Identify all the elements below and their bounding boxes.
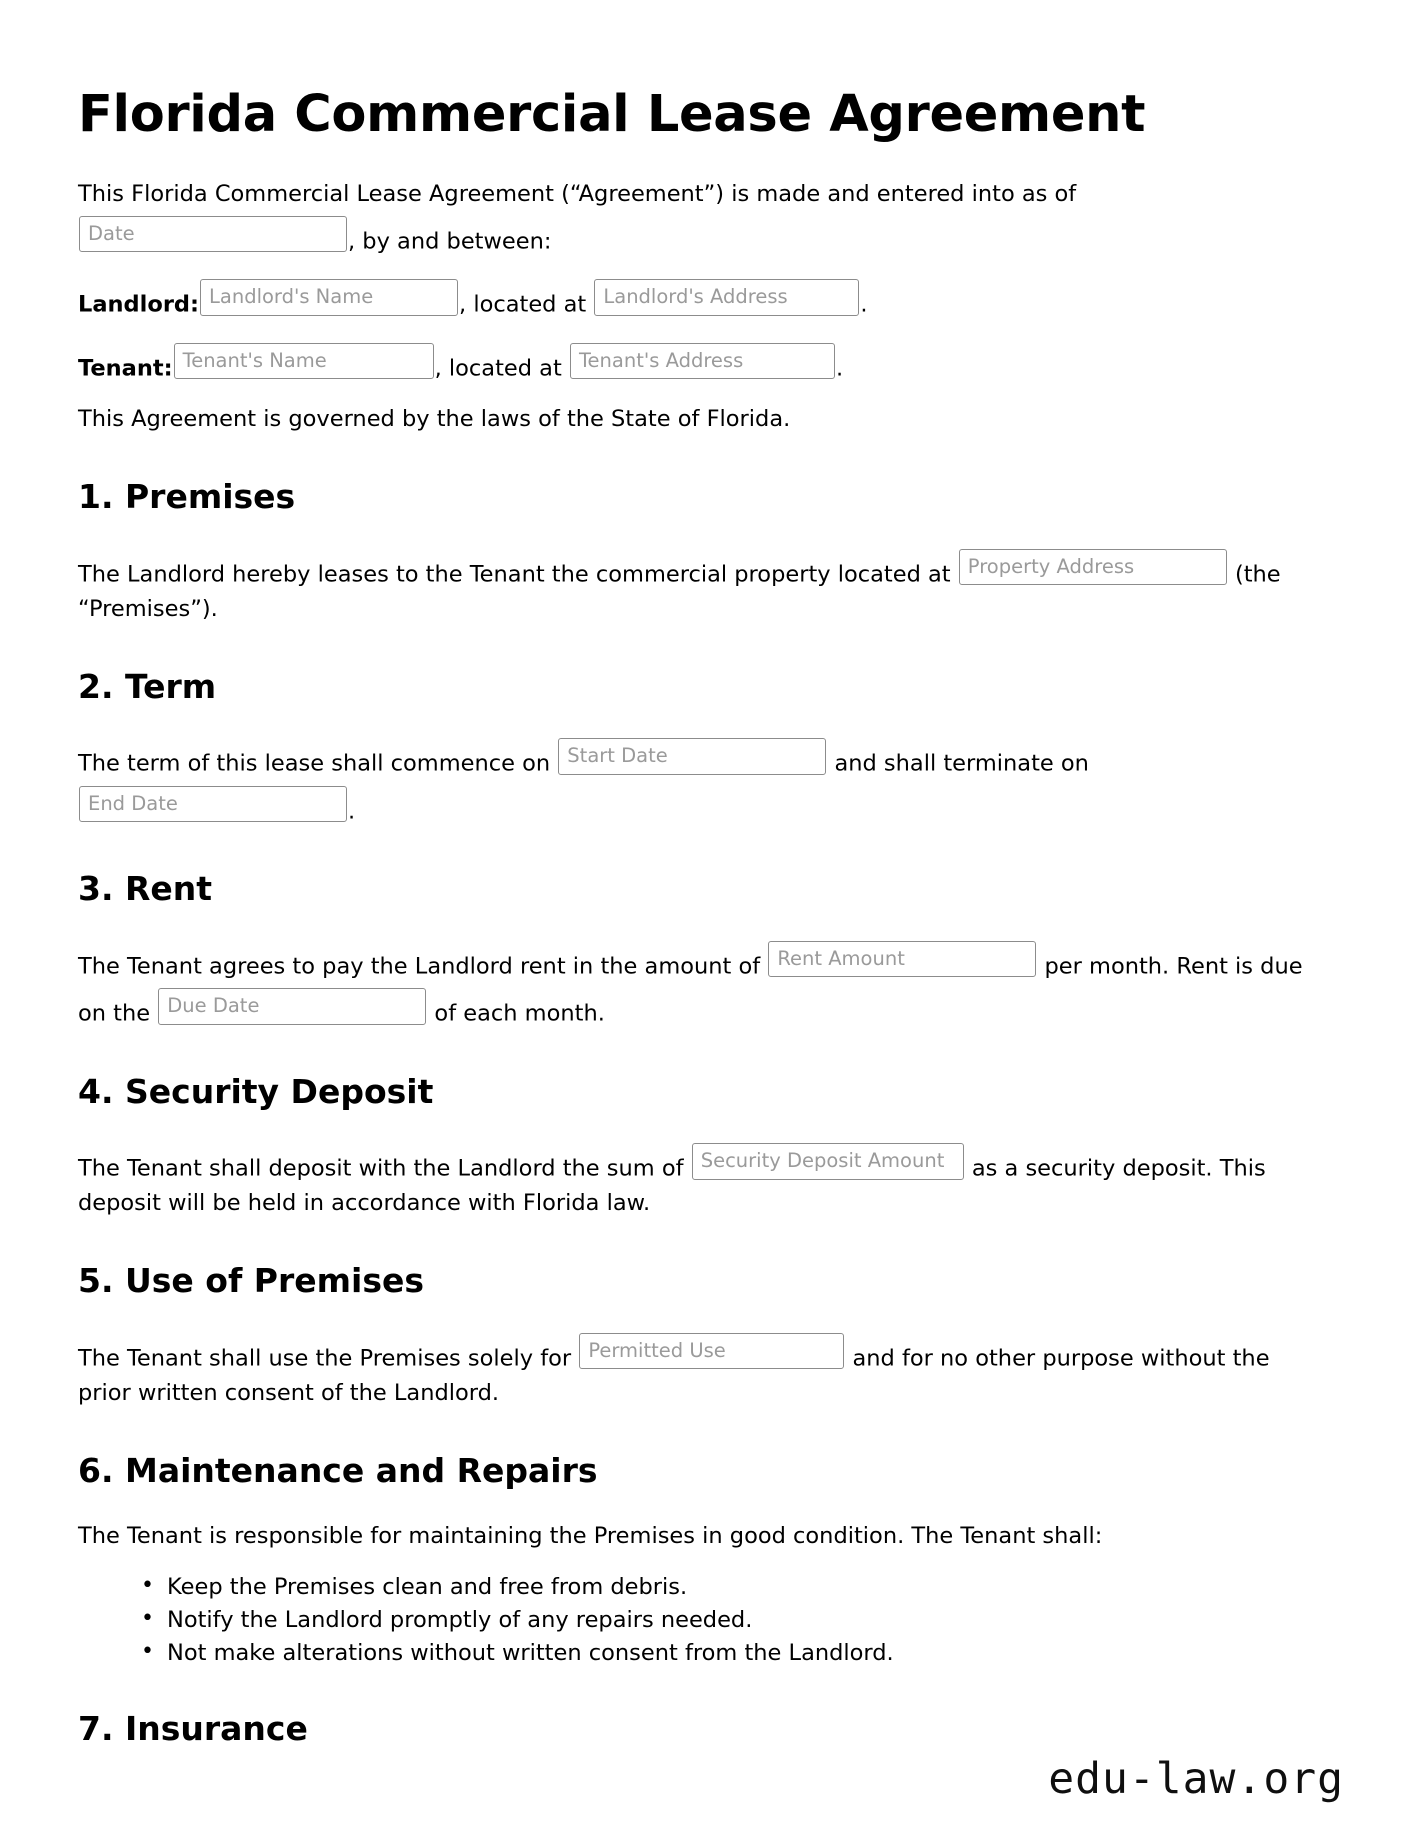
security-deposit-text-before: The Tenant shall deposit with the Landlord the sum of xyxy=(78,1155,684,1182)
intro-text-after: , by and between: xyxy=(348,228,552,255)
landlord-name-input[interactable]: Landlord's Name xyxy=(200,279,458,316)
rent-amount-input[interactable]: Rent Amount xyxy=(768,941,1036,978)
premises-paragraph xyxy=(78,545,1323,627)
maintenance-intro-paragraph: The Tenant is responsible for maintaining the Premises in good condition. The Tenant shall: xyxy=(78,1522,1103,1549)
due-date-input[interactable]: Due Date xyxy=(158,988,426,1025)
rent-text-middle: per month. Rent is due on the xyxy=(78,953,1303,1027)
end-date-input[interactable]: End Date xyxy=(79,786,347,823)
term-text-middle: and shall terminate on xyxy=(834,750,1089,777)
security-deposit-amount-input[interactable]: Security Deposit Amount xyxy=(692,1143,964,1180)
rent-paragraph xyxy=(78,937,1323,1032)
landlord-period: . xyxy=(860,291,868,318)
intro-paragraph xyxy=(78,177,1323,259)
rent-text-before: The Tenant agrees to pay the Landlord rent in the amount of xyxy=(78,953,761,980)
security-deposit-paragraph xyxy=(78,1139,1323,1221)
landlord-located-at-text: , located at xyxy=(459,291,587,318)
tenant-located-at-text: , located at xyxy=(434,355,562,382)
tenant-line xyxy=(78,339,1323,386)
list-item: • Not make alterations without written consent from the Landlord. xyxy=(141,1638,1338,1669)
use-of-premises-paragraph xyxy=(78,1329,1323,1411)
section-heading-use-of-premises: 5. Use of Premises xyxy=(78,1261,425,1301)
section-heading-maintenance: 6. Maintenance and Repairs xyxy=(78,1451,598,1491)
maintenance-bullet-list xyxy=(78,1572,1338,1669)
rent-text-after: of each month. xyxy=(434,1000,605,1027)
premises-text-before: The Landlord hereby leases to the Tenant the commercial property located at xyxy=(78,561,951,588)
date-input[interactable]: Date xyxy=(79,216,347,253)
term-paragraph xyxy=(78,734,1323,829)
section-heading-term: 2. Term xyxy=(78,666,217,706)
use-of-premises-text-before: The Tenant shall use the Premises solely for xyxy=(78,1345,572,1372)
intro-text-before: This Florida Commercial Lease Agreement (“Agreement”) is made and entered into as of xyxy=(78,181,1077,208)
tenant-period: . xyxy=(835,355,844,382)
landlord-address-input[interactable]: Landlord's Address xyxy=(594,279,859,316)
site-watermark: edu-law.org xyxy=(1048,1754,1344,1804)
term-text-after: . xyxy=(348,798,356,825)
section-heading-premises: 1. Premises xyxy=(78,476,296,516)
governing-law-paragraph: This Agreement is governed by the laws of the State of Florida. xyxy=(78,406,791,433)
tenant-name-input[interactable]: Tenant's Name xyxy=(174,343,434,380)
term-text-before: The term of this lease shall commence on xyxy=(78,750,551,777)
tenant-label: Tenant: xyxy=(78,355,173,382)
list-item: • Notify the Landlord promptly of any repairs needed. xyxy=(141,1605,1338,1636)
landlord-label: Landlord: xyxy=(78,291,200,318)
list-item: • Keep the Premises clean and free from debris. xyxy=(141,1572,1338,1603)
premises-text-after: (the “Premises”). xyxy=(78,561,1281,622)
permitted-use-input[interactable]: Permitted Use xyxy=(579,1333,844,1370)
property-address-input[interactable]: Property Address xyxy=(959,549,1227,586)
start-date-input[interactable]: Start Date xyxy=(558,738,826,775)
landlord-line xyxy=(78,275,1323,322)
page-title: Florida Commercial Lease Agreement xyxy=(78,85,1146,144)
tenant-address-input[interactable]: Tenant's Address xyxy=(570,343,835,380)
section-heading-insurance: 7. Insurance xyxy=(78,1708,308,1748)
use-of-premises-text-after: and for no other purpose without the prior written consent of the Landlord. xyxy=(78,1345,1270,1407)
section-heading-rent: 3. Rent xyxy=(78,869,213,909)
security-deposit-text-after: as a security deposit. This deposit will be held in accordance with Florida law. xyxy=(78,1155,1266,1217)
section-heading-security-deposit: 4. Security Deposit xyxy=(78,1071,434,1111)
